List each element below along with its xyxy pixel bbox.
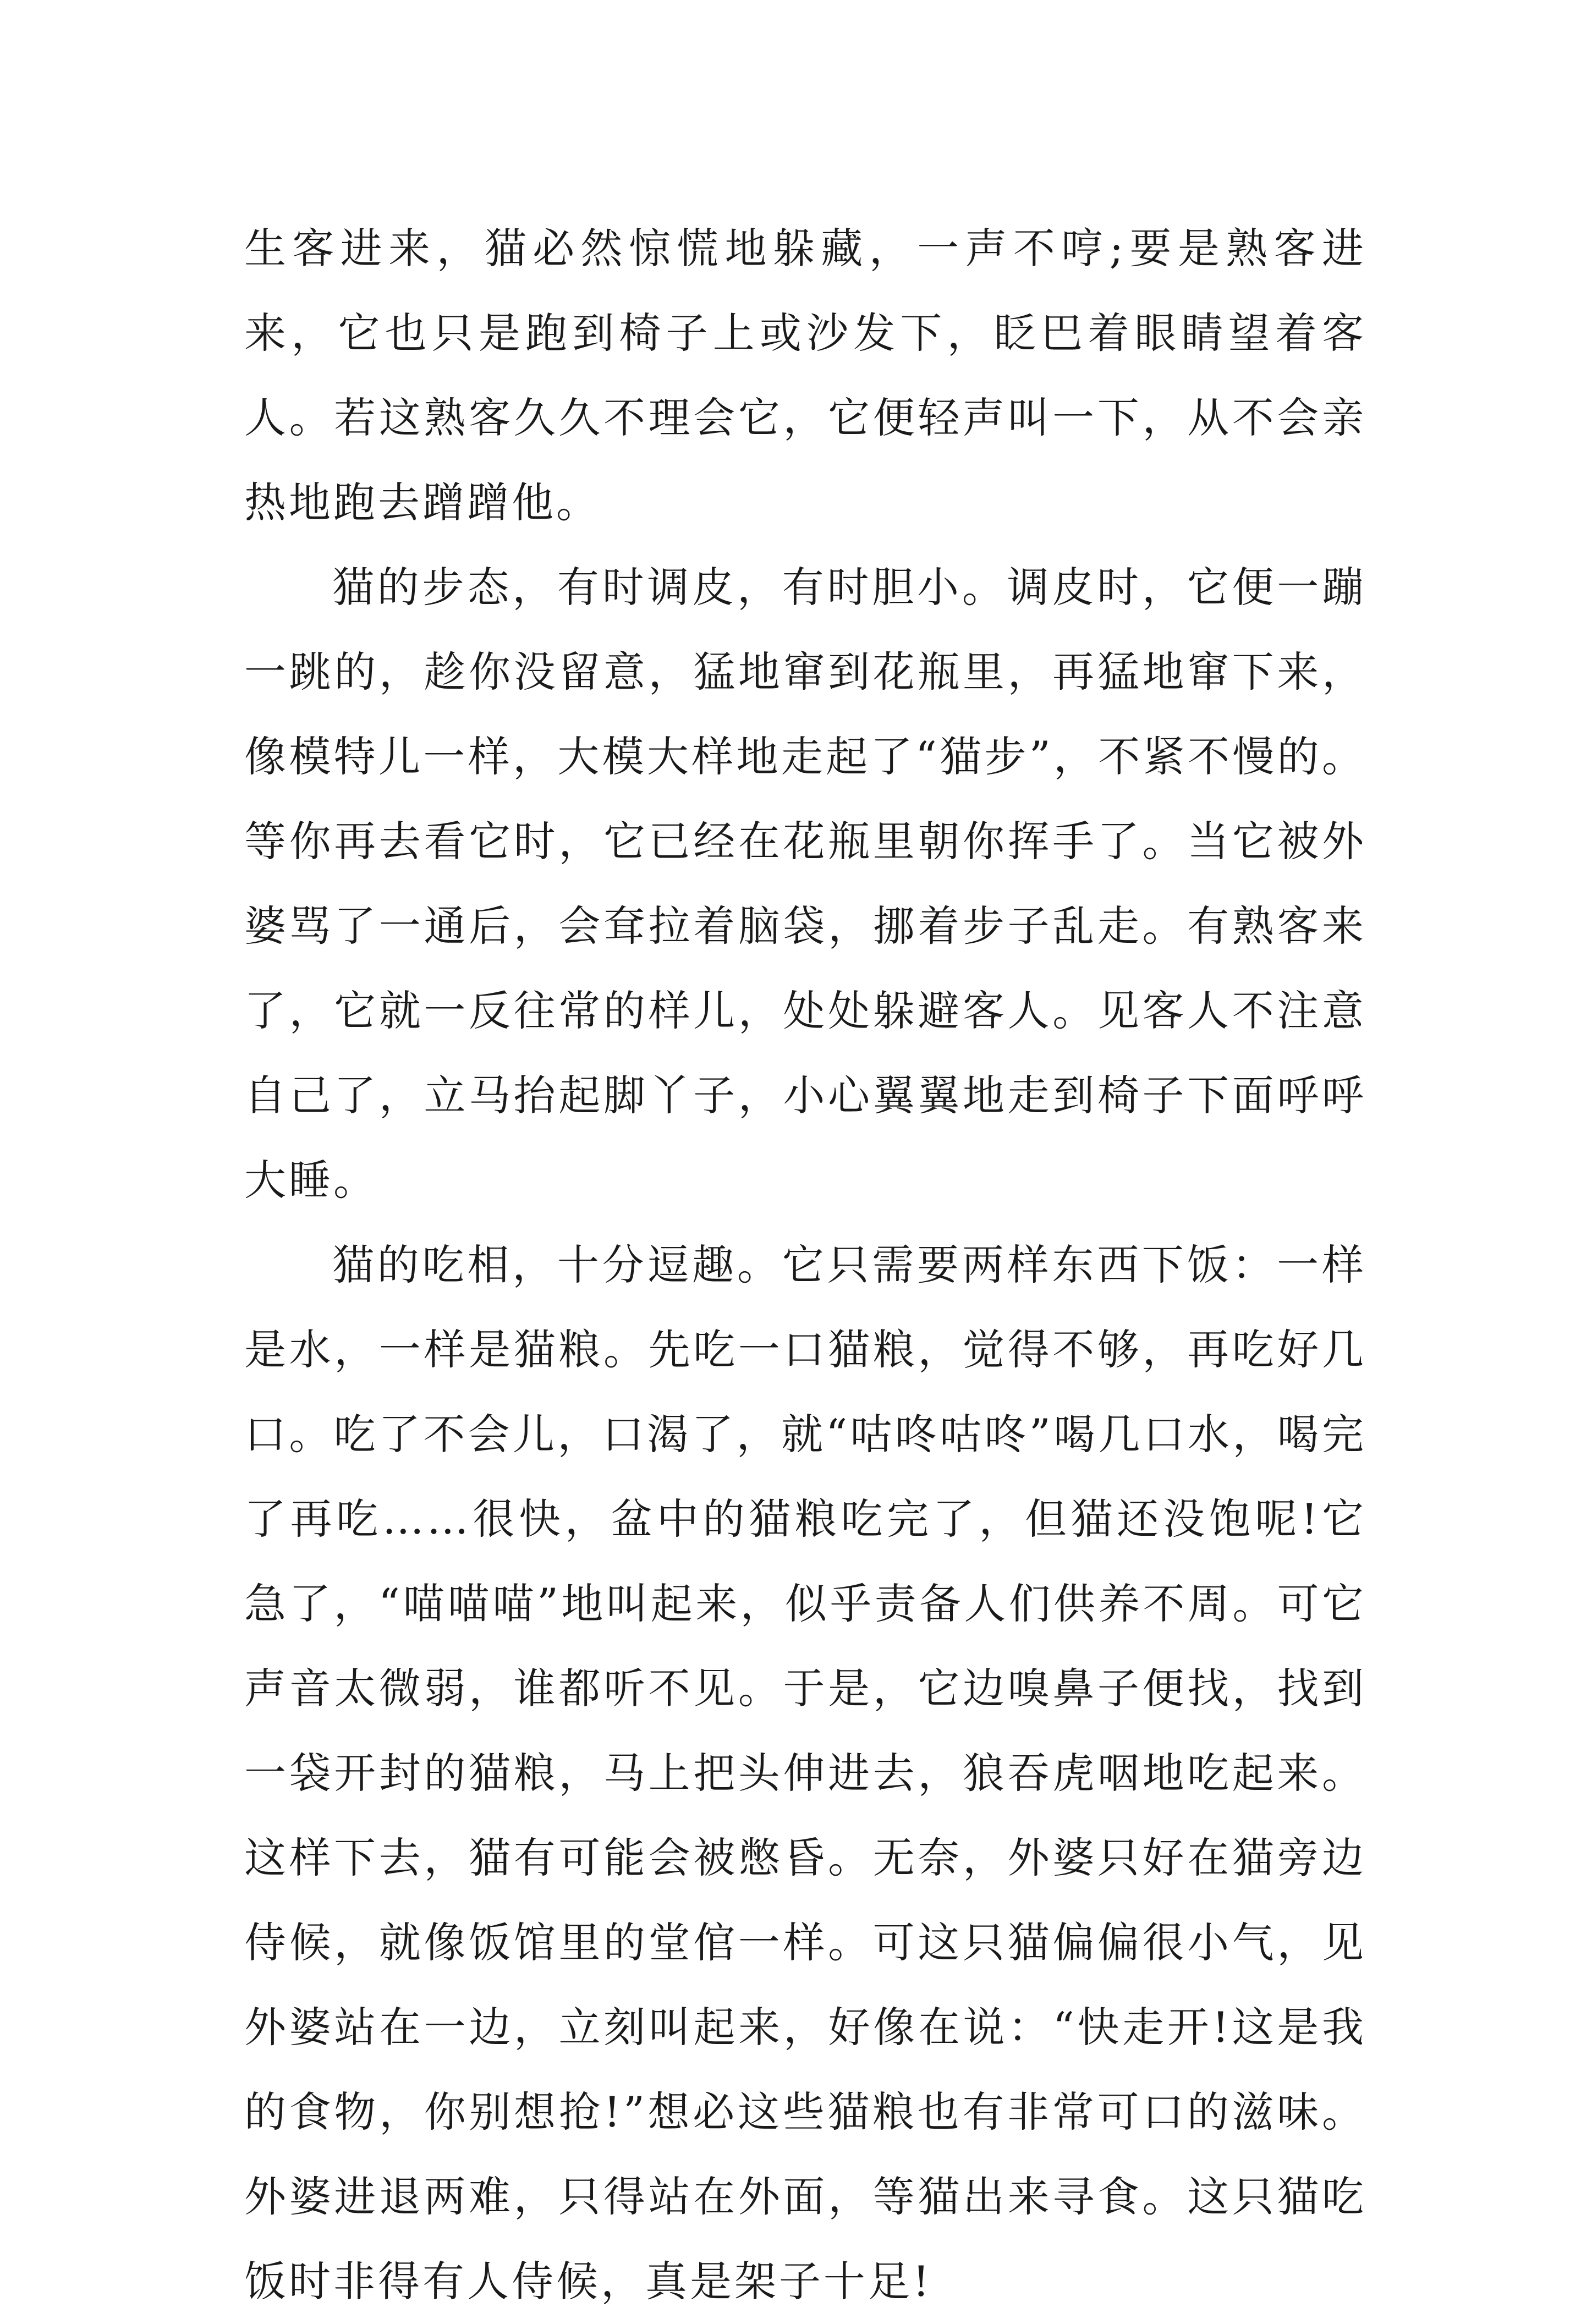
paragraph-cat-eating: 猫的吃相，十分逗趣。它只需要两样东西下饭：一样是水，一样是猫粮。先吃一口猫粮，觉得不够，再吃好几口。吃了不会儿，口渴了，就“咕咚咕咚”喝几口水，喝完了再吃……很快，盆中的猫粮吃完了，但猫还没饱呢!它急了，“喵喵喵”地叫起来，似乎责备人们供养不周。可它声音太微弱，谁都听不见。于是，它边嗅鼻子便找，找到一袋开封的猫粮，马上把头伸进去，狼吞虎咽地吃起来。这样下去，猫有可能会被憋昏。无奈，外婆只好在猫旁边侍候，就像饭馆里的堂倌一样。可这只猫偏偏很小气，见外婆站在一边，立刻叫起来，好像在说：“快走开!这是我的食物，你别想抢!”想必这些猫粮也有非常可口的滋味。外婆进退两难，只得站在外面，等猫出来寻食。这只猫吃饭时非得有人侍候，真是架子十足! bbox=[244, 1240, 1366, 2306]
paragraph-cat-gait: 猫的步态，有时调皮，有时胆小。调皮时，它便一蹦一跳的，趁你没留意，猛地窜到花瓶里，再猛地窜下来，像模特儿一样，大模大样地走起了“猫步”，不紧不慢的。等你再去看它时，它已经在花瓶里朝你挥手了。当它被外婆骂了一通后，会耷拉着脑袋，挪着步子乱走。有熟客来了，它就一反往常的样儿，处处躲避客人。见客人不注意自己了，立马抬起脚丫子，小心翼翼地走到椅子下面呼呼大睡。 bbox=[244, 563, 1366, 1205]
paragraph-continuation: 生客进来，猫必然惊慌地躲藏，一声不哼;要是熟客进来，它也只是跑到椅子上或沙发下，眨巴着眼睛望着客人。若这熟客久久不理会它，它便轻声叫一下，从不会亲热地跑去蹭蹭他。 bbox=[244, 224, 1366, 527]
essay-body bbox=[244, 206, 1366, 2324]
